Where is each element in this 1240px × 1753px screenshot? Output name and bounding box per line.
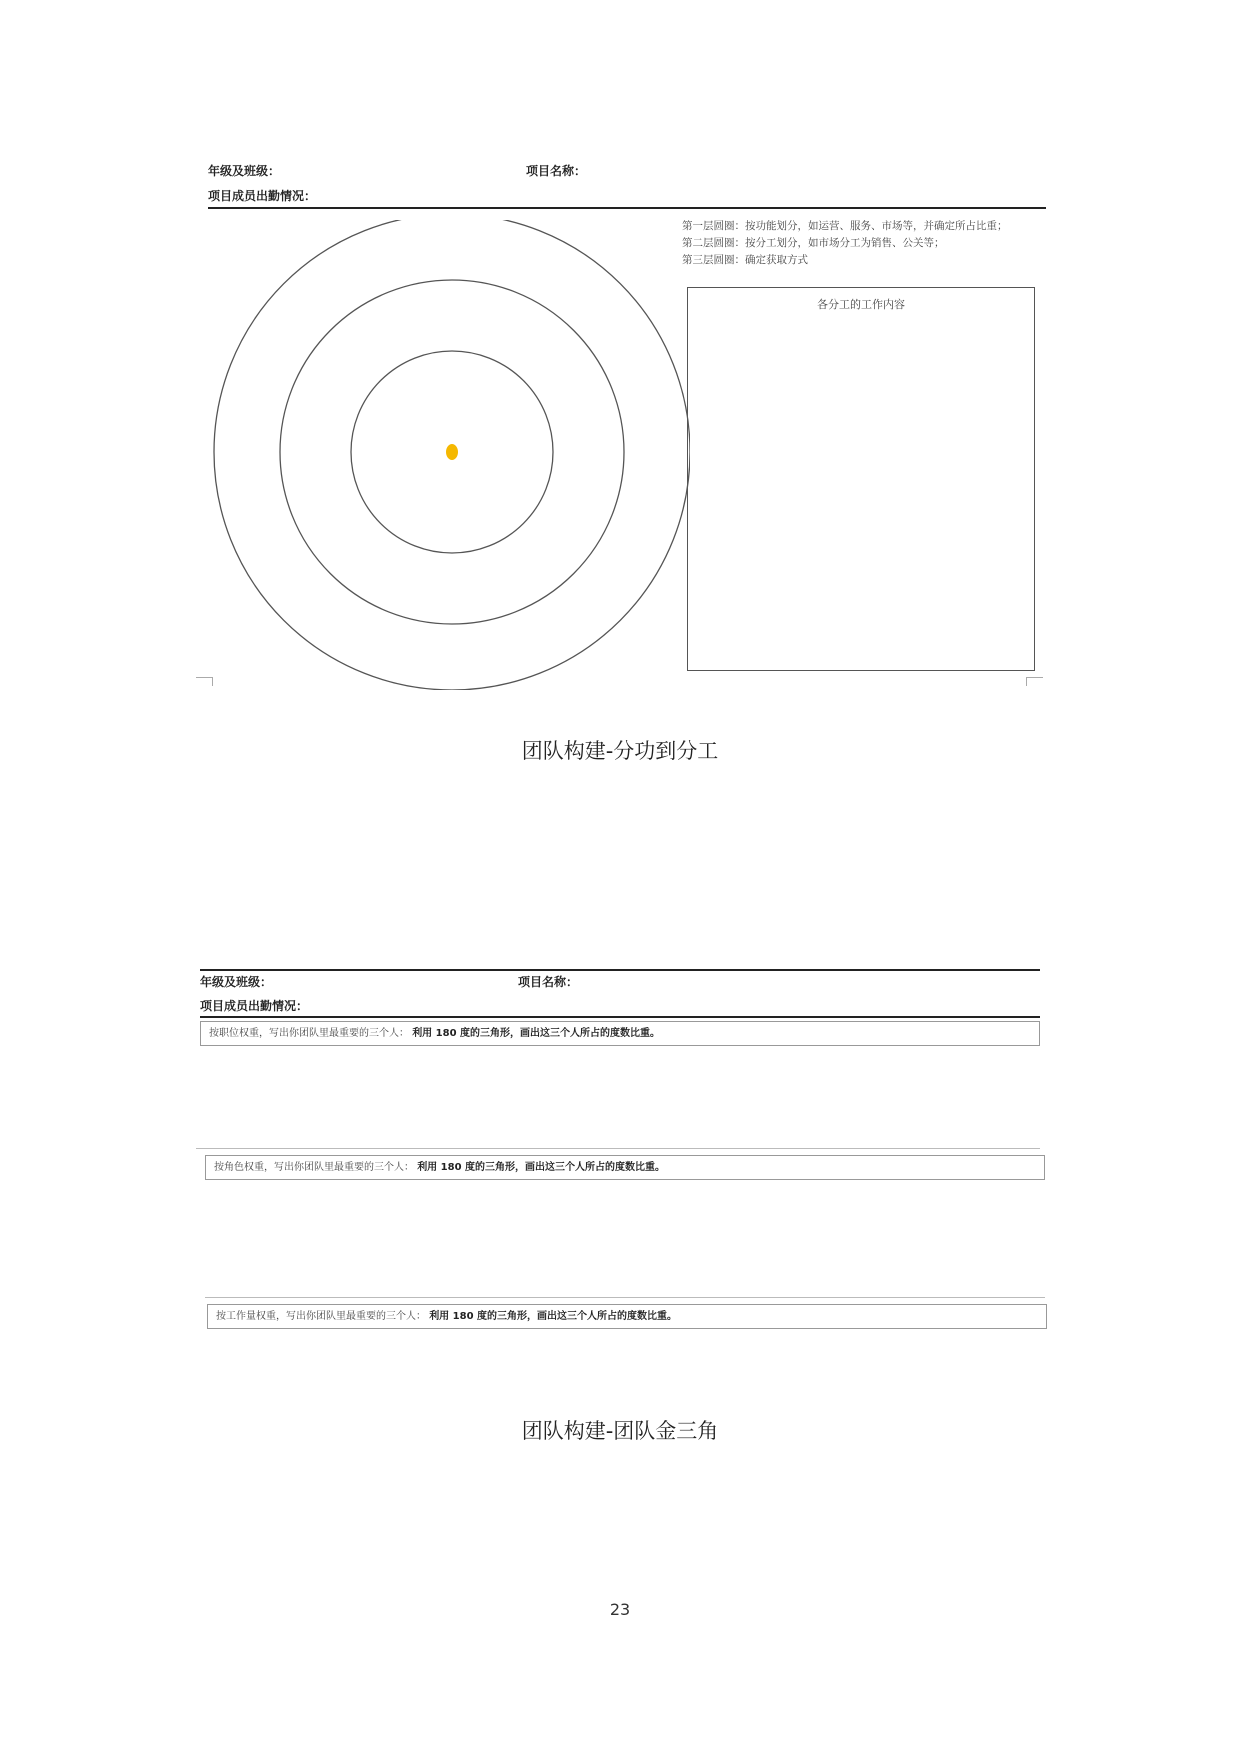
section2-header-rule [200,1016,1040,1018]
section2-caption: 团队构建-团队金三角 [521,1419,719,1443]
section2-top-rule [200,969,1040,971]
work-content-title: 各分工的工作内容 [817,298,905,311]
layer-notes [682,218,1008,269]
section1-caption: 团队构建-分功到分工 [521,739,719,763]
prompt-workload-weight [207,1304,1047,1329]
section2-project-name-label: 项目名称： [518,975,579,989]
section2-grade-class-label: 年级及班级： [200,975,273,989]
header-rule [208,207,1046,209]
work-content-box [687,287,1035,671]
grade-class-label: 年级及班级： [208,164,281,178]
prompt-role-prefix: 按角色权重，写出你团队里最重要的三个人： [214,1162,414,1173]
prompt-role-weight [205,1155,1045,1180]
prompt-position-prefix: 按职位权重，写出你团队里最重要的三个人： [209,1028,409,1039]
layer-note-3: 第三层圆圈：确定获取方式 [682,254,808,266]
crop-mark-right [1026,677,1043,686]
divider-1 [196,1148,1040,1149]
attendance-label: 项目成员出勤情况： [208,189,317,203]
concentric-circles-diagram [200,220,690,690]
prompt-role-instruction: 利用 180 度的三角形，画出这三个人所占的度数比重。 [417,1162,666,1173]
layer-note-1: 第一层圆圈：按功能划分，如运营、服务、市场等，并确定所占比重； [682,220,1008,232]
prompt-workload-instruction: 利用 180 度的三角形，画出这三个人所占的度数比重。 [429,1311,678,1322]
crop-mark-left [196,677,213,686]
prompt-position-instruction: 利用 180 度的三角形，画出这三个人所占的度数比重。 [412,1028,661,1039]
prompt-position-weight [200,1021,1040,1046]
prompt-workload-prefix: 按工作量权重，写出你团队里最重要的三个人： [216,1311,426,1322]
page-number: 23 [609,1600,631,1619]
layer-note-2: 第二层圆圈：按分工划分，如市场分工为销售、公关等； [682,237,945,249]
section2-attendance-label: 项目成员出勤情况： [200,999,309,1013]
project-name-label: 项目名称： [526,164,587,178]
divider-2 [205,1297,1045,1298]
center-dot [446,444,458,460]
